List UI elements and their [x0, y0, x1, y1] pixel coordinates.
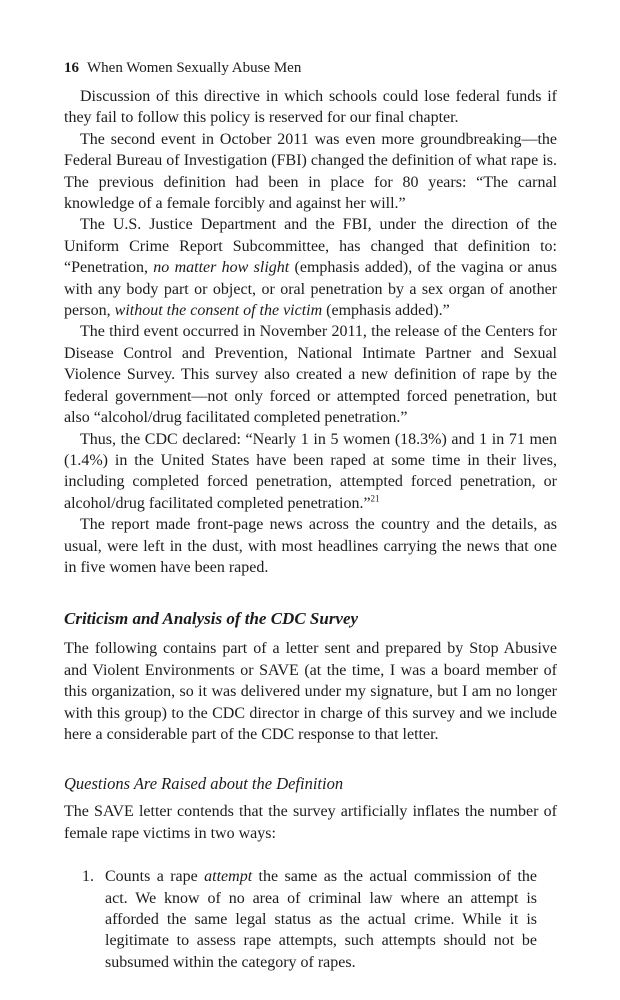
paragraph-cdc-declared — [64, 429, 557, 515]
list-item-number: 1. — [82, 868, 94, 886]
paragraph-justice-department — [64, 214, 557, 321]
text-run: the same as the actual commission of the act. We know of no area of criminal law where an attempt is afforded the same legal status as the actual crime. While it is legitimate to assess rape attempts, such attempts should not be subsumed within the category of rapes. — [105, 868, 537, 971]
paragraph-front-page-news: The report made front-page news across the country and the details, as usual, were left in the dust, with most headlines carrying the news that one in five women have been raped. — [64, 516, 557, 576]
paragraph-fbi-definition: The second event in October 2011 was even more groundbreaking—the Federal Bureau of Investigation (FBI) changed the definition of what rape is. The previous definition had been in place for 80 years: “The carnal knowledge of a female forcibly and against her will.” — [64, 130, 557, 213]
text-run: The U.S. Justice Department and the FBI, under the direction of the Uniform Crime Report Subcommittee, has changed that definition to: “Penetration, — [64, 216, 557, 277]
paragraph-save-contends: The SAVE letter contends that the survey artificially inflates the number of female rape victims in two ways: — [64, 803, 557, 842]
section-heading: Criticism and Analysis of the CDC Survey — [64, 609, 359, 629]
text-run: Counts a rape — [105, 868, 205, 886]
footnote-marker[interactable]: 21 — [370, 493, 380, 504]
book-page — [64, 58, 557, 973]
running-title: When Women Sexually Abuse Men — [87, 60, 302, 76]
running-header — [64, 58, 557, 78]
text-run: Thus, the CDC declared: “Nearly 1 in 5 women (18.3%) and 1 in 71 men (1.4%) in the United States have been raped at some time in their lives, including completed forced penetration, attempted forced penetration, or alcohol/drug facilitated completed penetration.” — [64, 430, 557, 512]
text-run: (emphasis added), of the vagina or anus with any body part or object, or oral penetration by a sex organ of another person, — [64, 259, 557, 320]
list-item — [64, 866, 557, 973]
paragraph-cdc-survey: The third event occurred in November 2011, the release of the Centers for Disease Control and Prevention, National Intimate Partner and Sexual Violence Survey. This survey also created a new definition of rape by the federal government—not only forced or attempted forced penetration, but also “alcohol/drug facilitated completed penetration.” — [64, 323, 557, 427]
emphasis-text: no matter how slight — [153, 259, 290, 277]
numbered-list — [64, 866, 557, 973]
emphasis-text: attempt — [204, 868, 253, 886]
text-run: (emphasis added).” — [322, 302, 450, 320]
page-number: 16 — [64, 60, 79, 76]
paragraph-school-directive: Discussion of this directive in which schools could lose federal funds if they fail to follow this policy is reserved for our final chapter. — [64, 88, 557, 127]
paragraph-save-letter: The following contains part of a letter sent and prepared by Stop Abusive and Violent Environments or SAVE (at the time, I was a board member of this organization, so it was delivered under my signature, but I am no longer with this group) to the CDC director in charge of this survey and we include here a considerable part of the CDC response to that letter. — [64, 640, 557, 743]
subsection-heading: Questions Are Raised about the Definition — [64, 774, 344, 794]
emphasis-text: without the consent of the victim — [114, 302, 323, 320]
